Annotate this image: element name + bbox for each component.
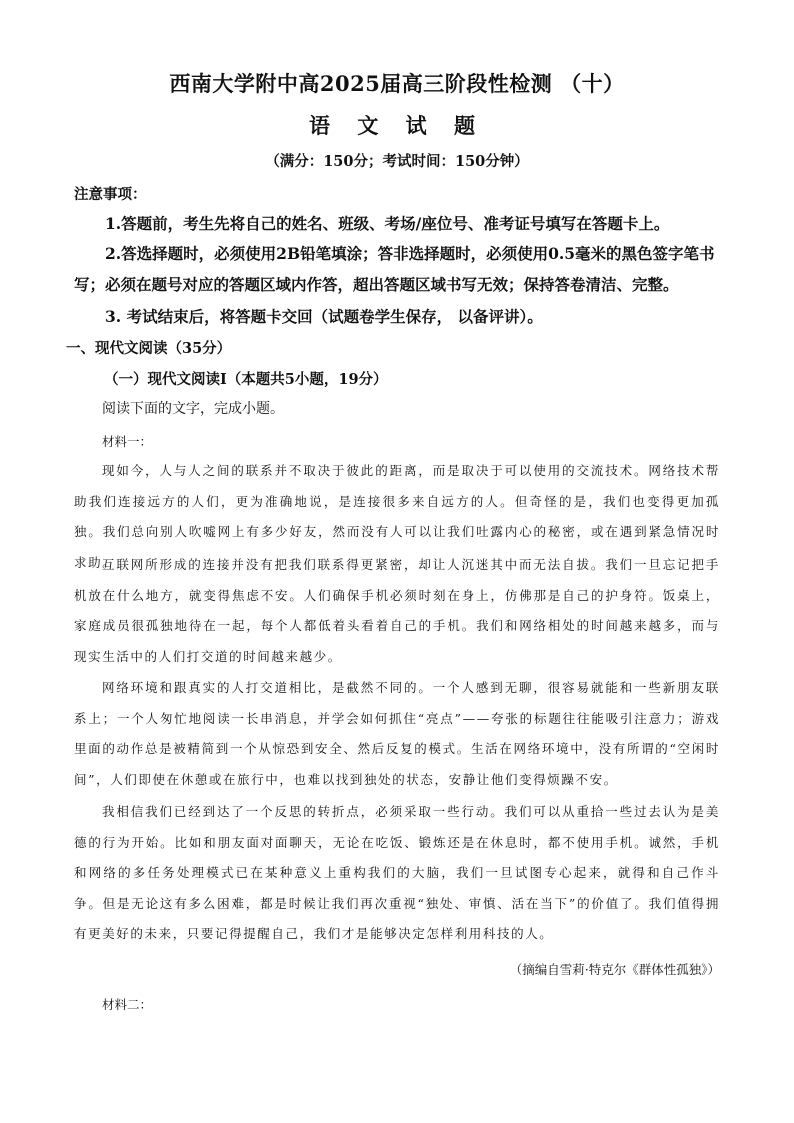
material-source: （摘编自雪莉·特克尔《群体性孤独》） [509, 962, 720, 977]
exam-title: 西南大学附中高2025届高三阶段性检测 （十） [169, 71, 625, 96]
section-heading: 一、现代文阅读（35分） [66, 340, 232, 357]
subsection-heading: （一）现代文阅读Ⅰ（本题共5小题，19分） [104, 371, 388, 388]
score-info: （满分：150分；考试时间：150分钟） [265, 153, 529, 170]
notice-item: 1.答题前，考生先将自己的姓名、班级、考场/座位号、准考证号填写在答题卡上。 [105, 214, 670, 233]
material-paragraph: 互联网所形成的连接并没有把我们联系得更紧密，却让人沉迷其中而无法自拔。我们一旦忘记把手机放在什么地方，就变得焦虑不安。人们确保手机必须时刻在身上，仿佛那是自己的护身符。饭桌上，家庭成员很孤独地待在一起，每个人都低着头看着自己的手机。我们和网络相处的时间越来越多，而与现实生活中的人们打交道的时间越来越少。 [74, 557, 720, 664]
material-paragraph: 我相信我们已经到达了一个反思的转折点，必须采取一些行动。我们可以从重拾一些过去认为是美德的行为开始。比如和朋友面对面聊天，无论在吃饭、锻炼还是在休息时，都不使用手机。诚然，手机和网络的多任务处理模式已在某种意义上重构我们的大脑，我们一旦试图专心起来，就得和自己作斗争。但是无论这有多么困难，都是时候让我们再次重视“独处、审慎、活在当下”的价值了。我们值得拥有更美好的未来，只要记得提醒自己，我们才是能够决定怎样利用科技的人。 [74, 804, 720, 941]
material-paragraph: 网络环境和跟真实的人打交道相比，是截然不同的。一个人感到无聊，很容易就能和一些新朋友联系上；一个人匆忙地阅读一长串消息，并学会如何抓住“亮点”——夸张的标题往往能吸引注意力；游戏里面的动作总是被精简到一个从惊恐到安全、然后反复的模式。生活在网络环境中，没有所谓的“空闲时间”，人们即使在休憩或在旅行中，也难以找到独处的状态，安静让他们变得烦躁不安。 [74, 680, 720, 787]
material-two-label: 材料二： [102, 997, 153, 1012]
subject-title: 语 文 试 题 [309, 113, 485, 138]
reading-instruction: 阅读下面的文字，完成小题。 [102, 401, 284, 417]
notice-item: 2.答选择题时，必须使用2B铅笔填涂；答非选择题时，必须使用0.5毫米的黑色签字笔书写；必须在题号对应的答题区域内作答，超出答题区域书写无效；保持答卷清洁、完整。 [74, 244, 715, 294]
notice-label: 注意事项： [74, 186, 147, 203]
notice-item: 3. 考试结束后，将答题卡交回（试题卷学生保存， 以备评讲）。 [105, 307, 543, 326]
material-paragraph: 现如今，人与人之间的联系并不取决于彼此的距离，而是取决于可以使用的交流技术。网络技术帮助我们连接远方的人们，更为准确地说，是连接很多来自远方的人。但奇怪的是，我们也变得更加孤独。我们总向别人吹嘘网上有多少好友，然而没有人可以让我们吐露内心的秘密，或在遇到紧急情况时求助。 [74, 463, 720, 570]
material-one-label: 材料一： [102, 434, 153, 449]
